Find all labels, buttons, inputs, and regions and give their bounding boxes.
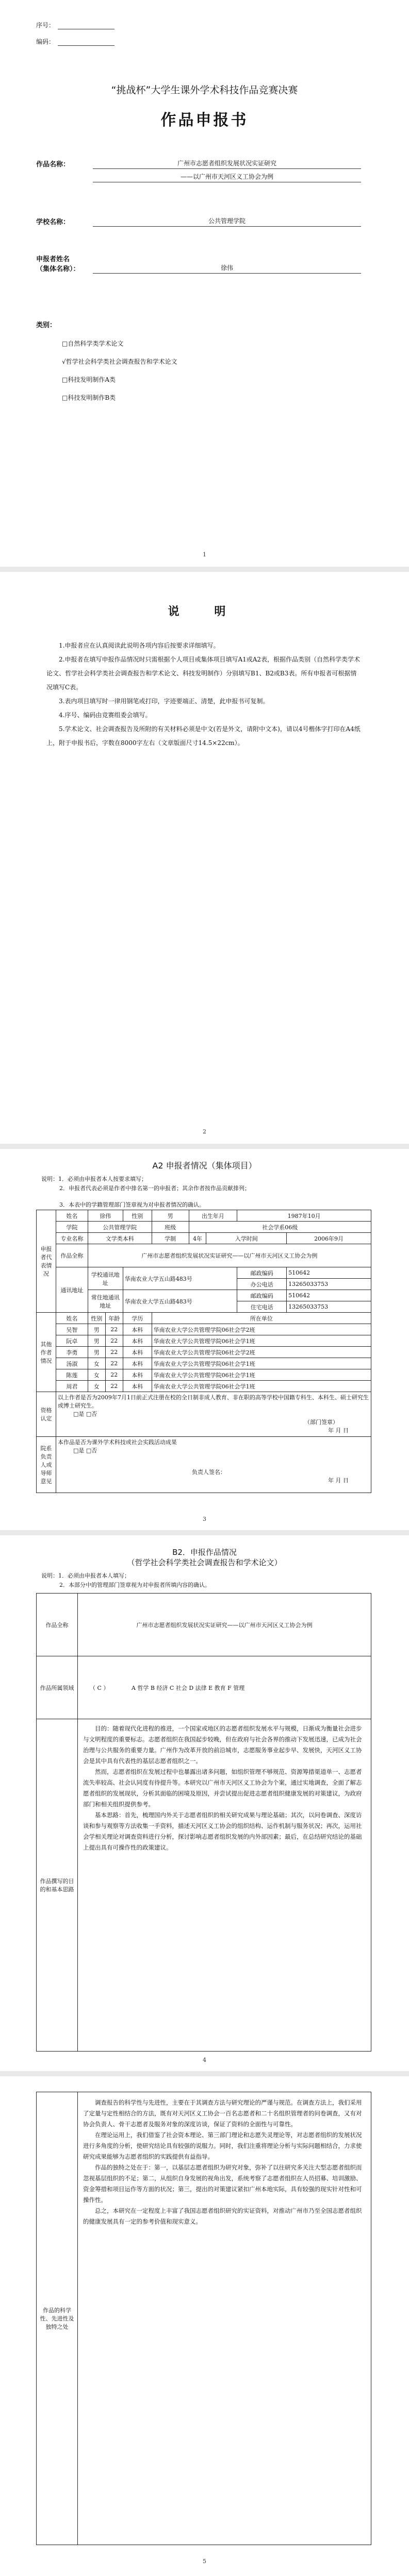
birth-label: 出生年月: [189, 1210, 237, 1222]
school-label: 学校名称：: [36, 218, 70, 226]
work-table: [36, 1593, 371, 2052]
major-label: 专业名称: [56, 1233, 88, 1244]
confirm-text: 以上作者是否为2009年7月1日前正式注册在校的全日制非成人教育、非在职的高等学校中国籍专科生、本科生、硕士研究生或博士研究生。: [57, 1394, 369, 1409]
instruction: 说明：1．必须由申报者本人按要求填写；: [41, 1176, 147, 1182]
category-option[interactable]: □自然科学类学术论文: [62, 340, 124, 347]
note-item: 5.学术论文、社会调查报告及所附的有关材料必须是中文(若是外文，请附中文本)，请以4号楷体字打印在A4纸上，附于申报书后，字数在8000字左右（文章版面尺寸14.5×22cm）。: [46, 725, 361, 747]
member-edu[interactable]: 本科: [123, 1347, 152, 1358]
work-field-value[interactable]: （ C ）: [90, 1684, 109, 1691]
instruction: 说明：1．必须由申报者本人填写；: [41, 1572, 130, 1579]
work-name-field: [36, 159, 366, 182]
member-header-name: 姓名: [56, 1313, 88, 1324]
home-phone-label: 住宅电话: [237, 1301, 287, 1313]
office-phone-label: 办公电话: [237, 1279, 287, 1290]
merit-text: [78, 2092, 371, 2545]
code-field: [36, 37, 114, 46]
work-label: 作品全称: [56, 1244, 88, 1267]
sex-value[interactable]: 男: [152, 1210, 189, 1222]
member-age[interactable]: 22: [105, 1381, 123, 1392]
work-name-value: 广州市志愿者组织发展状况实证研究: [93, 159, 361, 169]
member-age[interactable]: 22: [105, 1358, 123, 1369]
cert-options[interactable]: □是 □否: [73, 1447, 97, 1454]
addr-label: 通讯地址: [56, 1267, 88, 1313]
applicant-table: [36, 1210, 371, 1493]
work-name-label: 作品名称：: [36, 161, 70, 168]
postcode-value[interactable]: 510642: [287, 1267, 371, 1279]
edu-value[interactable]: 4年: [189, 1233, 206, 1244]
member-age[interactable]: 22: [105, 1335, 123, 1347]
class-label: 班级: [152, 1222, 189, 1233]
member-edu[interactable]: 本科: [123, 1381, 152, 1392]
page-number: 3: [203, 1516, 206, 1522]
table-row: [37, 1358, 371, 1369]
applicant-value: 徐伟: [93, 263, 361, 274]
member-name[interactable]: 李勇: [56, 1347, 88, 1358]
dept-sign: （部门签章）: [304, 1419, 338, 1426]
member-sex[interactable]: 女: [88, 1381, 105, 1392]
instruction: 2．申报者代表必须是作者中排名第一的申报者；其余作者按作品贡献排列；: [59, 1185, 250, 1192]
work-full-name-value[interactable]: 广州市志愿者组织发展状况实证研究——以广州市天河区义工协会为例: [78, 1594, 371, 1656]
member-edu[interactable]: 本科: [123, 1335, 152, 1347]
member-unit[interactable]: 华南农业大学公共管理学院06社会学1班: [152, 1369, 371, 1381]
confirm-options[interactable]: □是 □否: [73, 1411, 97, 1417]
school-addr-value[interactable]: 华南农业大学五山路483号: [123, 1267, 237, 1290]
member-age[interactable]: 22: [105, 1369, 123, 1381]
school-addr-label: 学校通讯地址: [88, 1267, 123, 1290]
applicant-field: [36, 253, 366, 274]
enroll-label: 入学时间: [206, 1233, 287, 1244]
confirm-label: 资格认定: [37, 1392, 56, 1437]
category-list: [62, 335, 177, 407]
note-item: 2.申报者在填写申报作品情况时只需根据个人项目或集体项目填写A1或A2表，根据作品类别（自然科学类学术论文、哲学社会科学类社会调查报告和学术论文、科技发明制作）分别填写B1、B2或B3表。所有申报者可根据情况填写C表。: [46, 656, 361, 691]
school-value: 公共管理学院: [93, 216, 361, 227]
serial-line[interactable]: [58, 23, 114, 29]
member-header-sex: 性别: [88, 1313, 105, 1324]
category-option[interactable]: □科技发明制作A类: [62, 376, 116, 383]
page-number: 5: [203, 2558, 206, 2565]
competition-title: “挑战杯”大学生课外学术科技作品竞赛决赛: [111, 84, 298, 96]
cover-page: [0, 0, 409, 567]
cert-cell: [56, 1437, 371, 1493]
member-unit[interactable]: 华南农业大学公共管理学院06社会学1班: [152, 1381, 371, 1392]
instruction: 2．本部分中的管理部门签章视为对申报者所填内容的确认。: [59, 1582, 210, 1588]
confirm-cell: [56, 1392, 371, 1437]
member-unit[interactable]: 华南农业大学公共管理学院06社会学2班: [152, 1324, 371, 1335]
serial-label: 序号：: [36, 22, 55, 29]
applicant-label-2: （集体名称）：: [36, 265, 80, 273]
table-row: [37, 1381, 371, 1392]
category-option[interactable]: □科技发明制作B类: [62, 394, 116, 401]
edu-label: 学制: [152, 1233, 189, 1244]
member-unit[interactable]: 华南农业大学公共管理学院06社会学2班: [152, 1347, 371, 1358]
birth-value[interactable]: 1987年10月: [237, 1210, 371, 1222]
notes-page: [0, 572, 409, 1144]
member-edu[interactable]: 本科: [123, 1369, 152, 1381]
applicant-label: 申报者姓名: [36, 256, 70, 263]
postcode-label: 邮政编码: [237, 1267, 287, 1279]
member-age[interactable]: 22: [105, 1347, 123, 1358]
b2-title: B2．申报作品情况: [172, 1548, 237, 1557]
member-unit[interactable]: 华南农业大学公共管理学院06社会学1班: [152, 1358, 371, 1369]
name-value[interactable]: 徐伟: [88, 1210, 123, 1222]
essay-paragraph: 调查报告的科学性与先进性，主要在于其调查方法与研究理论的严谨与规范。在调查方法上，我们采用了定量与定性相结合的方法，既有对天河区义工协会一百名志愿者和二十名组织管理者的问卷调查，又有对协会负责人、骨干志愿者及服务对象的深度访谈，保证了资料的全面性与可靠性。: [83, 2099, 362, 2128]
b2-subtitle: （哲学社会科学类社会调查报告和学术论文）: [127, 1558, 282, 1567]
member-edu[interactable]: 本科: [123, 1324, 152, 1335]
member-name[interactable]: 吴智: [56, 1324, 88, 1335]
table-row: [37, 1369, 371, 1381]
code-line[interactable]: [58, 39, 114, 46]
member-unit[interactable]: 华南农业大学公共管理学院06社会学1班: [152, 1335, 371, 1347]
a2-title: A2 申报者情况（集体项目）: [152, 1161, 257, 1171]
member-header-edu: 学历: [123, 1313, 152, 1324]
class-value[interactable]: 社会学系06级: [189, 1222, 371, 1233]
sign-label: 负责人签名：: [191, 1469, 226, 1476]
work-goal-text: [78, 1719, 371, 2052]
work-field-options: A 哲学 B 经济 C 社会 D 法律 E 教育 F 管理: [131, 1684, 245, 1691]
college-label: 学院: [56, 1222, 88, 1233]
work-info-page: [0, 1535, 409, 2071]
merit-table: [36, 2092, 371, 2545]
sex-label: 性别: [123, 1210, 152, 1222]
home-phone-value[interactable]: 13265033753: [287, 1301, 371, 1313]
work-field-label: 作品所属领域: [37, 1656, 78, 1719]
college-value[interactable]: 公共管理学院: [88, 1222, 152, 1233]
merit-label: 作品的科学性、先进性及独特之处: [37, 2092, 78, 2545]
major-value[interactable]: 文学类本科: [88, 1233, 152, 1244]
school-field: [36, 216, 366, 227]
member-name[interactable]: 陈莲: [56, 1369, 88, 1381]
category-option[interactable]: √哲学社会科学类社会调查报告和学术论文: [62, 358, 177, 365]
form-title: 作品申报书: [160, 111, 249, 129]
office-phone-value[interactable]: 13265033753: [287, 1279, 371, 1290]
essay-paragraph: 在理论运用上，我们借鉴了社会资本理论、第三部门理论和志愿失灵理论等，对志愿者组织的发展状况进行多角度的分析，使研究结论具有较强的说服力。同时，我们注重将理论分析与实际问题相结合，力求使研究成果能够为志愿者组织的实践提供有益指导。: [83, 2131, 362, 2160]
member-name[interactable]: 周君: [56, 1381, 88, 1392]
essay-paragraph: 作品的独特之处在于：第一，以基层志愿者组织为研究对象，弥补了以往研究多关注大型志愿者组织而忽视基层组织的不足；第二，从组织自身发展的视角出发，系统考察了志愿者组织在人员招募、培训激励、资金筹措和项目运作等方面的状况；第三，提出的对策建议紧扣广州本地实际，具有较强的现实针对性和可操作性。: [83, 2164, 362, 2204]
work-value[interactable]: 广州市志愿者组织发展状况实证研究——以广州市天河区义工协会为例: [88, 1244, 371, 1267]
cert-label: 院系负责人或导师意见: [37, 1437, 56, 1493]
cert-date: 年 月 日: [328, 1477, 349, 1484]
member-header-unit: 所在单位: [152, 1313, 371, 1324]
member-edu[interactable]: 本科: [123, 1358, 152, 1369]
note-item: 4.序号、编码由竞赛组委会填写。: [59, 711, 152, 719]
member-name[interactable]: 汤淑: [56, 1358, 88, 1369]
work-full-name-label: 作品全称: [37, 1594, 78, 1656]
table-row: [37, 1347, 371, 1358]
page-number: 1: [203, 551, 206, 558]
essay-paragraph: 然而，志愿者组织在发展过程中也暴露出诸多问题，如组织管理不够规范、资源筹措渠道单一、志愿者流失率较高、社会认同度有待提升等。本研究以广州市天河区义工协会为个案，通过实地调查，全面了解志愿者组织的发展现状，分析其面临的困境及原因，并尝试提出促进志愿者组织健康发展的对策建议，为政府部门和相关组织提供参考。: [83, 1768, 362, 1808]
member-sex[interactable]: 男: [88, 1324, 105, 1335]
home-postcode-label: 邮政编码: [237, 1290, 287, 1301]
work-goal-label: 作品撰写的目的和基本思路: [37, 1719, 78, 2052]
page-number: 4: [203, 2057, 206, 2063]
instruction: 3．本表中的学籍管理部门签章视为对申报者情况的确认。: [59, 1201, 205, 1208]
applicant-info-page: [0, 1149, 409, 1530]
home-addr-label: 常住地通讯地址: [88, 1290, 123, 1313]
member-sex[interactable]: 女: [88, 1369, 105, 1381]
page-number: 2: [203, 1128, 206, 1135]
name-label: 姓名: [56, 1210, 88, 1222]
notes-list: [46, 639, 361, 750]
confirm-date: 年 月 日: [328, 1427, 349, 1434]
essay-paragraph: 基本思路：首先，梳理国内外关于志愿者组织的相关研究成果与理论基础；其次，以问卷调查、深度访谈和参与观察等方法收集一手资料，描述天河区义工协会的组织结构、运作机制与服务状况；再次，运用社会学相关理论对调查资料进行分析，探讨影响志愿者组织发展的内外部因素；最后，在总结研究结论的基础上提出具有可操作性的政策建议。: [83, 1811, 362, 1852]
member-name[interactable]: 阮卓: [56, 1335, 88, 1347]
member-sex[interactable]: 男: [88, 1335, 105, 1347]
members-section-label: 其他作者情况: [37, 1313, 56, 1392]
member-sex[interactable]: 男: [88, 1347, 105, 1358]
cert-text: 本作品是否为课外学术科技或社会实践活动成果: [57, 1439, 177, 1446]
serial-field: [36, 21, 114, 29]
note-item: 1.申报者应在认真阅读此说明各项内容后按要求详细填写。: [59, 642, 220, 649]
table-row: [37, 1324, 371, 1335]
work-field-cell: [78, 1656, 371, 1719]
home-postcode-value[interactable]: 510642: [287, 1290, 371, 1301]
member-header-age: 年龄: [105, 1313, 123, 1324]
home-addr-value[interactable]: 华南农业大学五山路483号: [123, 1290, 237, 1313]
note-item: 3.表内项目填写时一律用钢笔或打印，字迹要端正、清楚，此申报书可复制。: [59, 698, 269, 705]
table-row: [37, 1335, 371, 1347]
member-sex[interactable]: 女: [88, 1358, 105, 1369]
notes-title: 说 明: [168, 605, 241, 618]
enroll-value[interactable]: 2006年9月: [287, 1233, 371, 1244]
category-title: 类别：: [36, 321, 57, 329]
work-subtitle-value: ——以广州市天河区义工协会为例: [93, 169, 361, 182]
rep-section-label: 申报者代表情况: [37, 1210, 56, 1313]
essay-paragraph: 总之，本研究在一定程度上丰富了我国志愿者组织研究的实证资料，对推动广州市乃至全国志愿者组织的健康发展具有一定的参考价值和现实意义。: [83, 2207, 362, 2225]
code-label: 编码：: [36, 38, 55, 45]
member-age[interactable]: 22: [105, 1324, 123, 1335]
work-merit-page: [0, 2076, 409, 2576]
essay-paragraph: 目的：随着现代化进程的推进，一个国家或地区的志愿者组织发展水平与规模，日渐成为衡量社会进步与文明程度的重要标志。志愿者组织在我国起步较晚，但在政府与社会各界的推动下发展迅速，已成为社会治理与公共服务的重要力量。广州作为改革开放的前沿城市，志愿服务事业起步早、发展快，天河区义工协会是其中具有代表性的基层志愿者组织之一。: [83, 1725, 362, 1765]
